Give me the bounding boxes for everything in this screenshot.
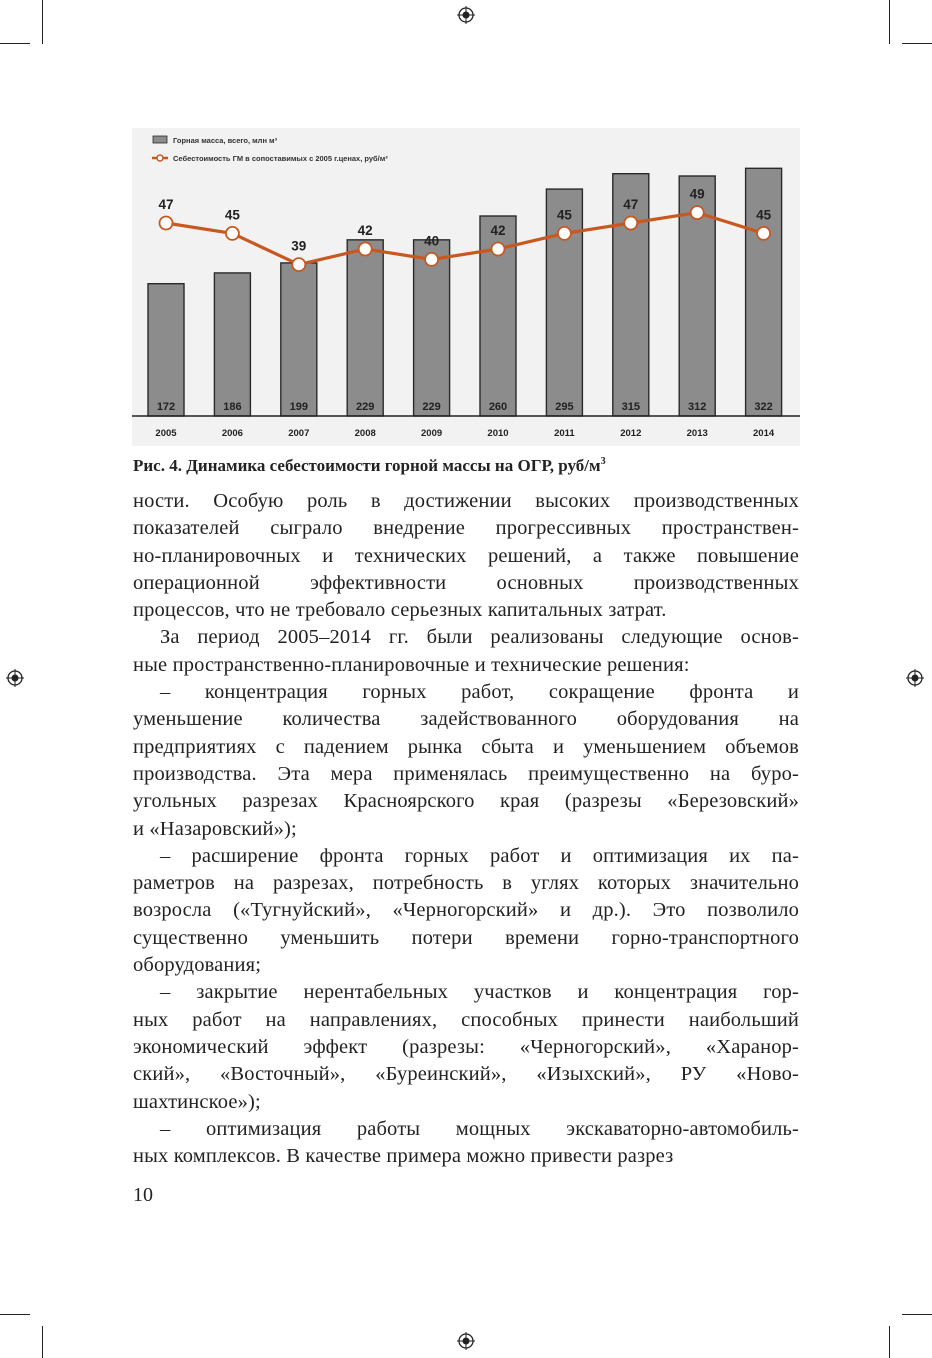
text-line: ский», «Восточный», «Буреинский», «Изыхский», РУ «Ново- <box>133 1063 799 1086</box>
text-line: оборудования; <box>133 954 262 977</box>
bar-value-label: 199 <box>289 401 308 413</box>
x-tick-label: 2013 <box>686 428 708 439</box>
text-line: угольных разрезах Красноярского края (разрезы «Березовский» <box>133 790 799 813</box>
bar <box>347 240 383 416</box>
line-value-label: 45 <box>556 207 572 223</box>
figure-caption: Рис. 4. Динамика себестоимости горной массы на ОГР, руб/$м^3$ <box>133 456 606 475</box>
text-line: ных работ на направлениях, способных принести наибольший <box>133 1008 799 1031</box>
text-line: показателей сыграло внедрение прогрессивных пространствен- <box>133 517 799 540</box>
line-value-label: 40 <box>424 233 440 249</box>
text-line: – расширение фронта горных работ и оптимизация их па- <box>160 844 799 867</box>
bar-value-label: 260 <box>488 401 508 413</box>
x-tick-label: 2009 <box>421 428 443 439</box>
line-point <box>691 206 704 219</box>
text-line: операционной эффективности основных производственных <box>133 571 799 594</box>
crop-mark <box>0 1314 30 1315</box>
legend-bar-label: Горная масса, всего, млн м³ <box>173 136 278 145</box>
bar-value-label: 229 <box>356 401 375 413</box>
chart <box>132 128 800 446</box>
x-tick-label: 2007 <box>288 428 310 439</box>
line-point <box>425 253 438 266</box>
line-point <box>359 243 372 256</box>
line-point <box>757 227 770 240</box>
text-line: раметров на разрезах, потребность в углях которых значительно <box>133 872 799 895</box>
text-line: ных комплексов. В качестве примера можно привести разрез <box>133 1145 674 1168</box>
line-value-label: 39 <box>291 238 307 254</box>
bar <box>546 189 582 416</box>
x-tick-label: 2012 <box>620 428 642 439</box>
text-line: предприятиях с падением рынка сбыта и уменьшением объемов <box>133 735 799 758</box>
text-line: ные пространственно-планировочные и технические решения: <box>133 653 690 676</box>
text-line: процессов, что не требовало серьезных капитальных затрат. <box>133 599 667 622</box>
registration-mark-icon <box>457 1332 475 1350</box>
x-tick-label: 2008 <box>354 428 376 439</box>
crop-mark <box>42 0 43 44</box>
text-line: ности. Особую роль в достижении высоких производственных <box>133 490 799 512</box>
bar-value-label: 229 <box>422 401 441 413</box>
text-line: возросла («Тугнуйский», «Черногорский» и др.). Это позволило <box>133 899 799 922</box>
bar-value-label: 312 <box>688 401 707 413</box>
text-line: – закрытие нерентабельных участков и концентрация гор- <box>160 981 799 1004</box>
crop-mark <box>42 1326 43 1358</box>
x-tick-label: 2014 <box>753 428 775 439</box>
line-value-label: 47 <box>623 197 639 212</box>
line-point <box>226 227 239 240</box>
line-value-label: 49 <box>689 186 705 202</box>
line-point <box>558 227 571 240</box>
registration-mark-icon <box>457 6 475 24</box>
crop-mark <box>902 43 932 44</box>
legend-bar-swatch <box>153 136 167 143</box>
line-point <box>492 243 505 256</box>
line-value-label: 45 <box>224 207 240 223</box>
text-line: За период 2005–2014 гг. были реализованы следующие основ- <box>160 626 799 649</box>
bar-value-label: 295 <box>555 401 574 413</box>
bar <box>746 168 782 416</box>
line-point <box>292 258 305 271</box>
bar <box>148 284 184 416</box>
bar-value-label: 322 <box>754 401 773 413</box>
bar-value-label: 315 <box>621 401 640 413</box>
text-line: и «Назаровский»); <box>133 817 297 840</box>
line-value-label: 45 <box>756 207 772 223</box>
legend-line-marker <box>157 155 163 161</box>
text-line: производства. Эта мера применялась преимущественно на буро- <box>133 762 799 785</box>
x-tick-label: 2006 <box>221 428 243 439</box>
line-point <box>160 217 173 230</box>
text-line: существенно уменьшить потери времени горно-транспортного <box>133 926 799 949</box>
legend-line-label: Себестоимость ГМ в сопоставимых с 2005 г.ценах, руб/м³ <box>173 154 388 163</box>
body-text <box>133 488 799 1170</box>
text-line: уменьшение количества задействованного оборудования на <box>133 708 799 731</box>
line-point <box>624 217 637 230</box>
text-line: – оптимизация работы мощных экскаваторно-автомобиль- <box>160 1117 799 1140</box>
registration-mark-icon <box>906 669 924 687</box>
line-value-label: 47 <box>158 197 174 212</box>
crop-mark <box>889 0 890 44</box>
text-line: шахтинское»); <box>133 1090 261 1113</box>
x-tick-label: 2010 <box>487 428 509 439</box>
page-number: 10 <box>133 1184 153 1206</box>
crop-mark <box>0 43 30 44</box>
line-value-label: 42 <box>357 223 373 238</box>
line-value-label: 42 <box>490 223 506 238</box>
text-line: но-планировочных и технических решений, а также повышение <box>133 544 799 567</box>
x-tick-label: 2011 <box>554 428 575 439</box>
bar-value-label: 172 <box>156 401 176 413</box>
crop-mark <box>889 1326 890 1358</box>
bar <box>214 273 250 416</box>
text-line: – концентрация горных работ, сокращение фронта и <box>160 681 799 704</box>
crop-mark <box>902 1314 932 1315</box>
x-tick-label: 2005 <box>155 428 177 439</box>
bar <box>281 263 317 416</box>
text-line: экономический эффект (разрезы: «Черногорский», «Харанор- <box>133 1035 799 1058</box>
registration-mark-icon <box>6 669 24 687</box>
bar-value-label: 186 <box>223 401 242 413</box>
